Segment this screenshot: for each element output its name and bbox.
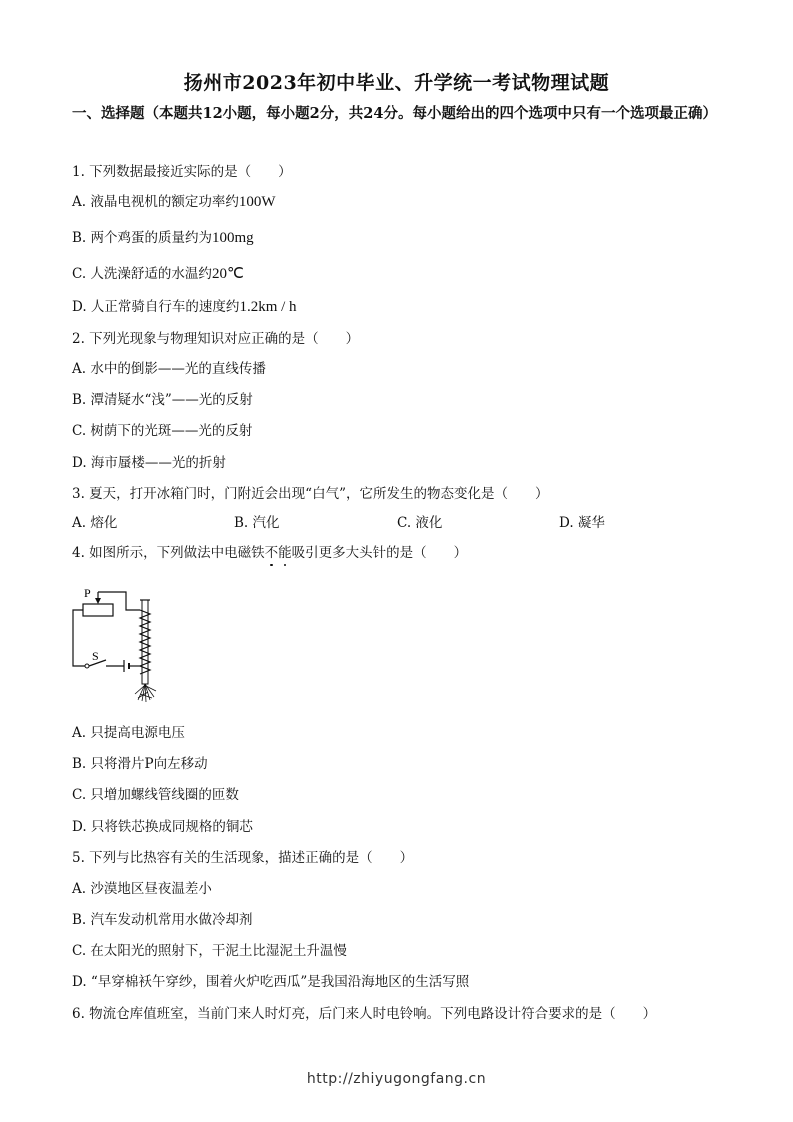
q1-option-d-text: D. 人正常骑自行车的速度约 [72, 299, 240, 315]
q1-option-c [72, 262, 244, 283]
q1-option-a-value: 100W [238, 194, 276, 210]
q2-option-c: C. 树荫下的光斑——光的反射 [72, 423, 253, 439]
q1-option-c-value: 20℃ [211, 266, 244, 282]
q1-option-b-text: B. 两个鸡蛋的质量约为 [72, 230, 213, 246]
q1-option-b-value: 100mg [212, 230, 254, 246]
q1-stem: 1. 下列数据最接近实际的是（ ） [72, 164, 292, 180]
q3-stem: 3. 夏天，打开冰箱门时，门附近会出现“白气”，它所发生的物态变化是（ ） [72, 486, 549, 502]
q3-option-d: D. 凝华 [559, 515, 605, 531]
q3-option-a: A. 熔化 [72, 515, 118, 531]
slider-wire [98, 592, 140, 610]
footer-url: http://zhiyugongfang.cn [306, 1071, 487, 1087]
q1-option-b [72, 226, 254, 247]
q5-option-b: B. 汽车发动机常用水做冷却剂 [72, 912, 253, 928]
label-s: S [92, 649, 99, 663]
slider-arrow [95, 598, 101, 604]
q4-stem-emphasis-2: 能 [278, 545, 292, 561]
q2-option-b: B. 潭清疑水“浅”——光的反射 [72, 392, 253, 408]
switch-pivot [85, 664, 89, 668]
q1-option-d [72, 295, 297, 316]
q4-stem-emphasis-1: 不 [264, 545, 279, 561]
section-heading: 一、选择题（本题共12小题，每小题2分，共24分。每小题给出的四个选项中只有一个选项最正确） [72, 105, 717, 122]
q2-stem: 2. 下列光现象与物理知识对应正确的是（ ） [72, 331, 360, 347]
q3-option-c: C. 液化 [397, 515, 443, 531]
pins-cluster [135, 684, 156, 702]
q5-stem: 5. 下列与比热容有关的生活现象，描述正确的是（ ） [72, 850, 414, 866]
q4-stem [72, 541, 467, 561]
q2-option-d: D. 海市蜃楼——光的折射 [72, 455, 226, 471]
q4-option-a: A. 只提高电源电压 [72, 725, 185, 741]
q1-option-c-text: C. 人洗澡舒适的水温约 [72, 266, 212, 282]
rheostat [83, 604, 113, 616]
q1-option-a-text: A. 液晶电视机的额定功率约 [72, 194, 239, 210]
q5-option-a: A. 沙漠地区昼夜温差小 [72, 881, 212, 897]
q1-option-d-value: 1.2km / h [239, 299, 297, 315]
q2-option-a: A. 水中的倒影——光的直线传播 [72, 361, 266, 377]
q4-stem-pre: 4. 如图所示，下列做法中电磁铁 [72, 545, 265, 561]
page-title: 扬州市2023年初中毕业、升学统一考试物理试题 [183, 72, 610, 94]
q6-stem: 6. 物流仓库值班室，当前门来人时灯亮，后门来人时电铃响。下列电路设计符合要求的是（ ） [72, 1006, 657, 1022]
q3-option-b: B. 汽化 [234, 515, 280, 531]
label-p: P [84, 586, 91, 600]
q4-stem-post: 吸引更多大头针的是（ ） [291, 545, 468, 561]
q5-option-c: C. 在太阳光的照射下，干泥土比湿泥土升温慢 [72, 943, 347, 959]
q5-option-d: D. “早穿棉袄午穿纱，围着火炉吃西瓜”是我国沿海地区的生活写照 [72, 974, 470, 990]
q4-option-c: C. 只增加螺线管线圈的匝数 [72, 787, 239, 803]
q4-option-b: B. 只将滑片P向左移动 [72, 756, 208, 772]
left-wire [73, 610, 85, 666]
electromagnet-circuit-figure [68, 580, 168, 705]
q1-option-a [72, 190, 276, 211]
q4-option-d: D. 只将铁芯换成同规格的铜芯 [72, 819, 253, 835]
